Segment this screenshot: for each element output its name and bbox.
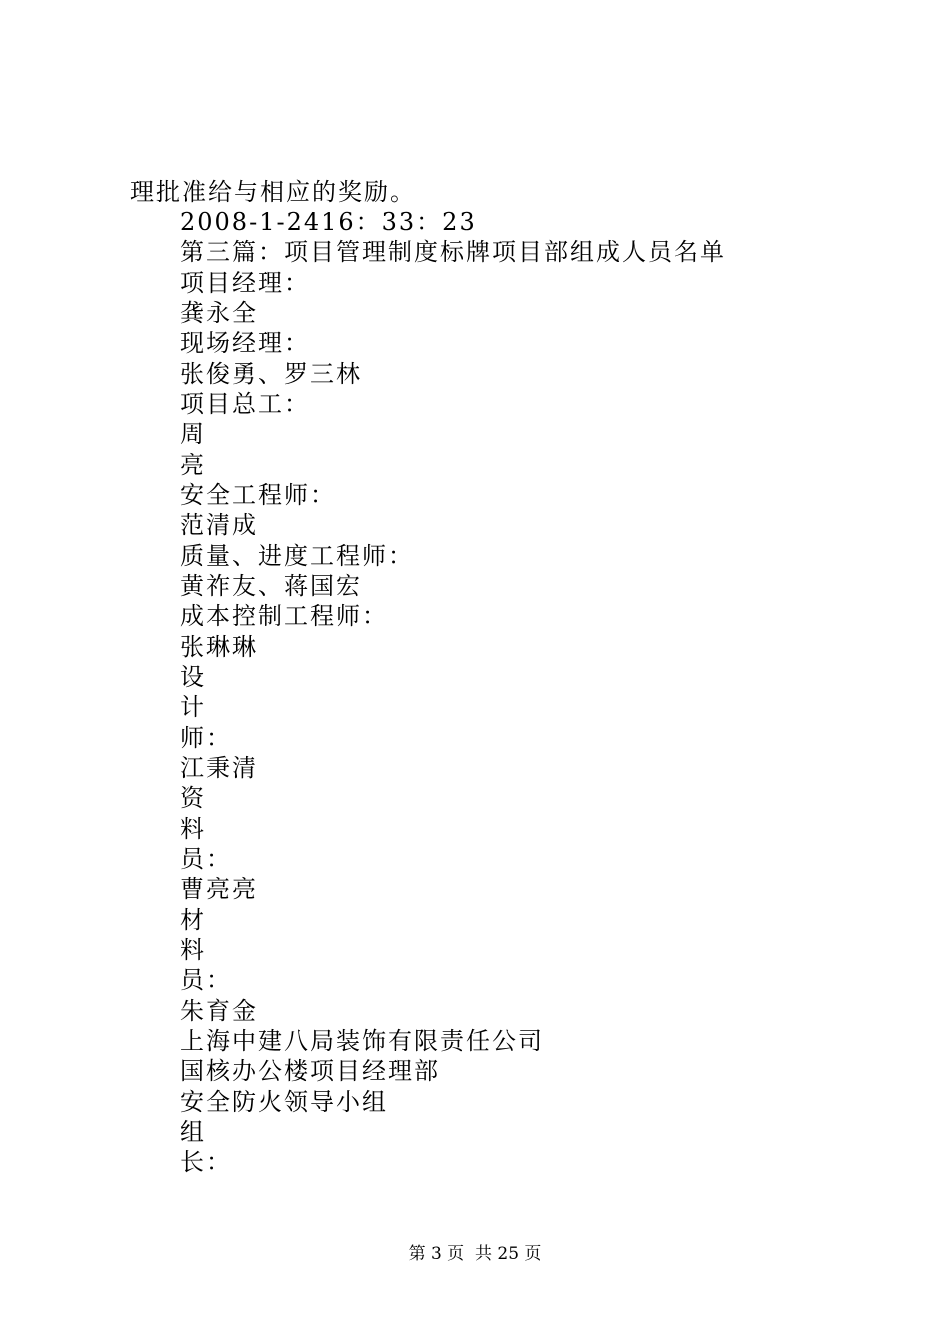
text-line: 周 — [180, 420, 206, 449]
timestamp-line: 2008-1-2416：33：23 — [180, 208, 477, 236]
text-line: 员： — [180, 966, 232, 995]
text-line: 师： — [180, 723, 232, 752]
text-line: 员： — [180, 844, 232, 873]
text-line: 曹亮亮 — [180, 875, 258, 904]
text-line: 黄祚友、蒋国宏 — [180, 571, 362, 600]
text-line: 料 — [180, 814, 206, 843]
text-line: 上海中建八局装饰有限责任公司 — [180, 1026, 544, 1055]
text-line: 现场经理： — [180, 329, 310, 358]
text-line: 张俊勇、罗三林 — [180, 359, 362, 388]
text-line: 组 — [180, 1117, 206, 1146]
text-line: 计 — [180, 693, 206, 722]
document-body — [180, 204, 726, 1175]
text-line: 安全工程师： — [180, 480, 336, 509]
paragraph-continuation: 理批准给与相应的奖励。 — [130, 178, 416, 206]
text-line: 项目总工： — [180, 389, 310, 418]
text-line: 材 — [180, 905, 206, 934]
text-line: 范清成 — [180, 511, 258, 540]
text-line: 料 — [180, 935, 206, 964]
text-line: 资 — [180, 784, 206, 813]
text-line: 江秉清 — [180, 753, 258, 782]
text-line: 龚永全 — [180, 298, 258, 327]
text-line: 国核办公楼项目经理部 — [180, 1057, 440, 1086]
text-line: 张琳琳 — [180, 632, 258, 661]
text-line: 成本控制工程师： — [180, 602, 388, 631]
text-line: 亮 — [180, 450, 206, 479]
text-line: 项目经理： — [180, 268, 310, 297]
text-line: 质量、进度工程师： — [180, 541, 414, 570]
text-line: 安全防火领导小组 — [180, 1087, 388, 1116]
text-line: 长： — [180, 1148, 232, 1177]
text-line: 朱育金 — [180, 996, 258, 1025]
text-line: 设 — [180, 662, 206, 691]
section-heading: 第三篇：项目管理制度标牌项目部组成人员名单 — [180, 238, 726, 267]
page-number-footer: 第 3 页 共 25 页 — [408, 1244, 542, 1264]
